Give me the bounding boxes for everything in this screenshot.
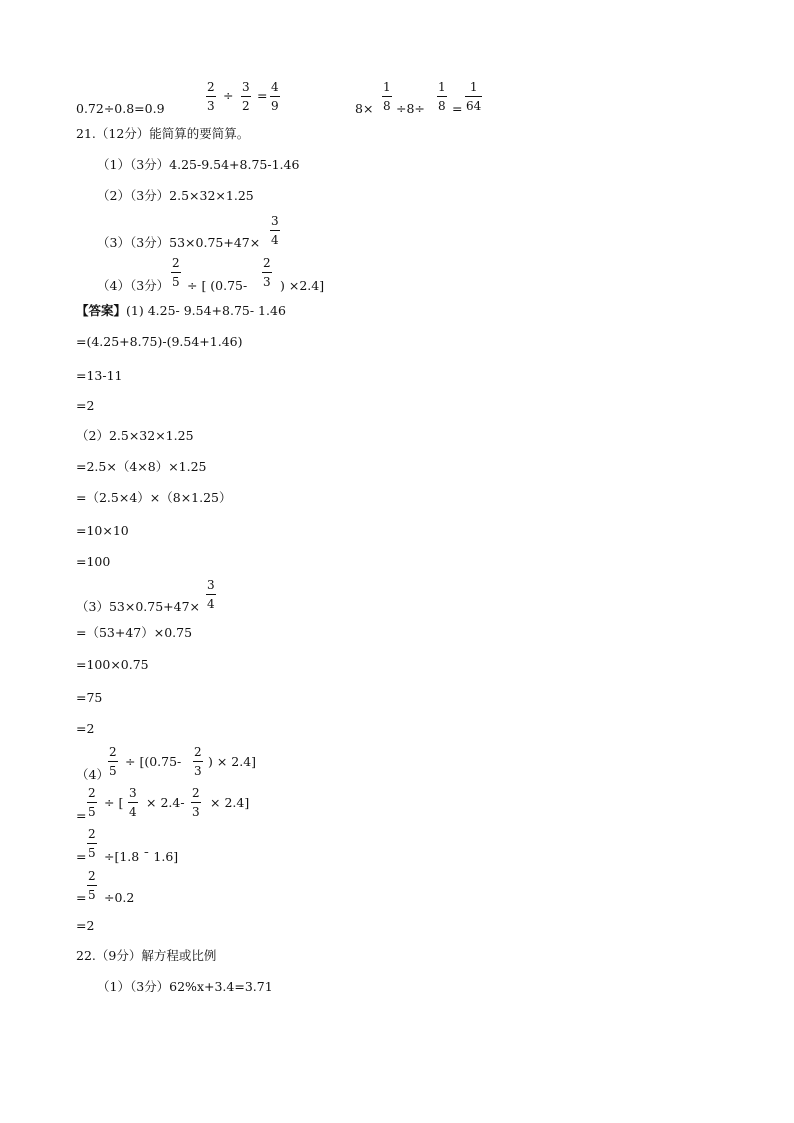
fraction: 2 5 — [172, 256, 180, 289]
fraction: 4 9 — [271, 80, 279, 113]
question-22-title: 22.（9分）解方程或比例 — [76, 948, 217, 963]
fraction: 2 3 — [207, 80, 215, 113]
fraction: 1 64 — [466, 80, 482, 113]
answer-step: =（2.5×4）×（8×1.25） — [76, 490, 232, 505]
answer-step: =2 — [76, 721, 95, 736]
fraction: 3 4 — [207, 578, 215, 611]
fraction: 3 4 — [129, 786, 137, 819]
question-22-part-1: （1）（3分）62%x+3.4=3.71 — [97, 979, 273, 994]
answer-step: =2.5×（4×8）×1.25 — [76, 459, 207, 474]
fraction: 3 2 — [242, 80, 250, 113]
fraction: 2 5 — [88, 869, 96, 902]
fraction: 2 5 — [88, 827, 96, 860]
question-21-part-1: （1）（3分）4.25-9.54+8.75-1.46 — [97, 157, 300, 172]
fraction: 2 3 — [192, 786, 200, 819]
answer-step: =（53+47）×0.75 — [76, 625, 193, 640]
answer-line-1: 【答案】(1) 4.25- 9.54+8.75- 1.46 — [76, 303, 286, 318]
question-21-title: 21.（12分）能简算的要简算。 — [76, 126, 250, 141]
answer-step: =2 — [76, 918, 95, 933]
answer-step: =2 — [76, 398, 95, 413]
answer-step: =100×0.75 — [76, 657, 149, 672]
fraction: 2 3 — [263, 256, 271, 289]
fraction: 1 8 — [438, 80, 446, 113]
answer-step: =75 — [76, 690, 103, 705]
answer-step: （2）2.5×32×1.25 — [76, 428, 194, 443]
fraction: 2 3 — [194, 745, 202, 778]
fraction: 2 5 — [109, 745, 117, 778]
answer-step: =13-11 — [76, 368, 123, 383]
question-21-part-2: （2）（3分）2.5×32×1.25 — [97, 188, 254, 203]
fraction: 3 4 — [271, 214, 279, 247]
fraction: 1 8 — [383, 80, 391, 113]
answer-step: =10×10 — [76, 523, 129, 538]
fraction: 2 5 — [88, 786, 96, 819]
top-equation-1: 0.72÷0.8=0.9 — [76, 101, 165, 116]
answer-step: =100 — [76, 554, 111, 569]
answer-step: =(4.25+8.75)-(9.54+1.46) — [76, 334, 243, 349]
answer-label: 【答案】 — [76, 303, 127, 318]
